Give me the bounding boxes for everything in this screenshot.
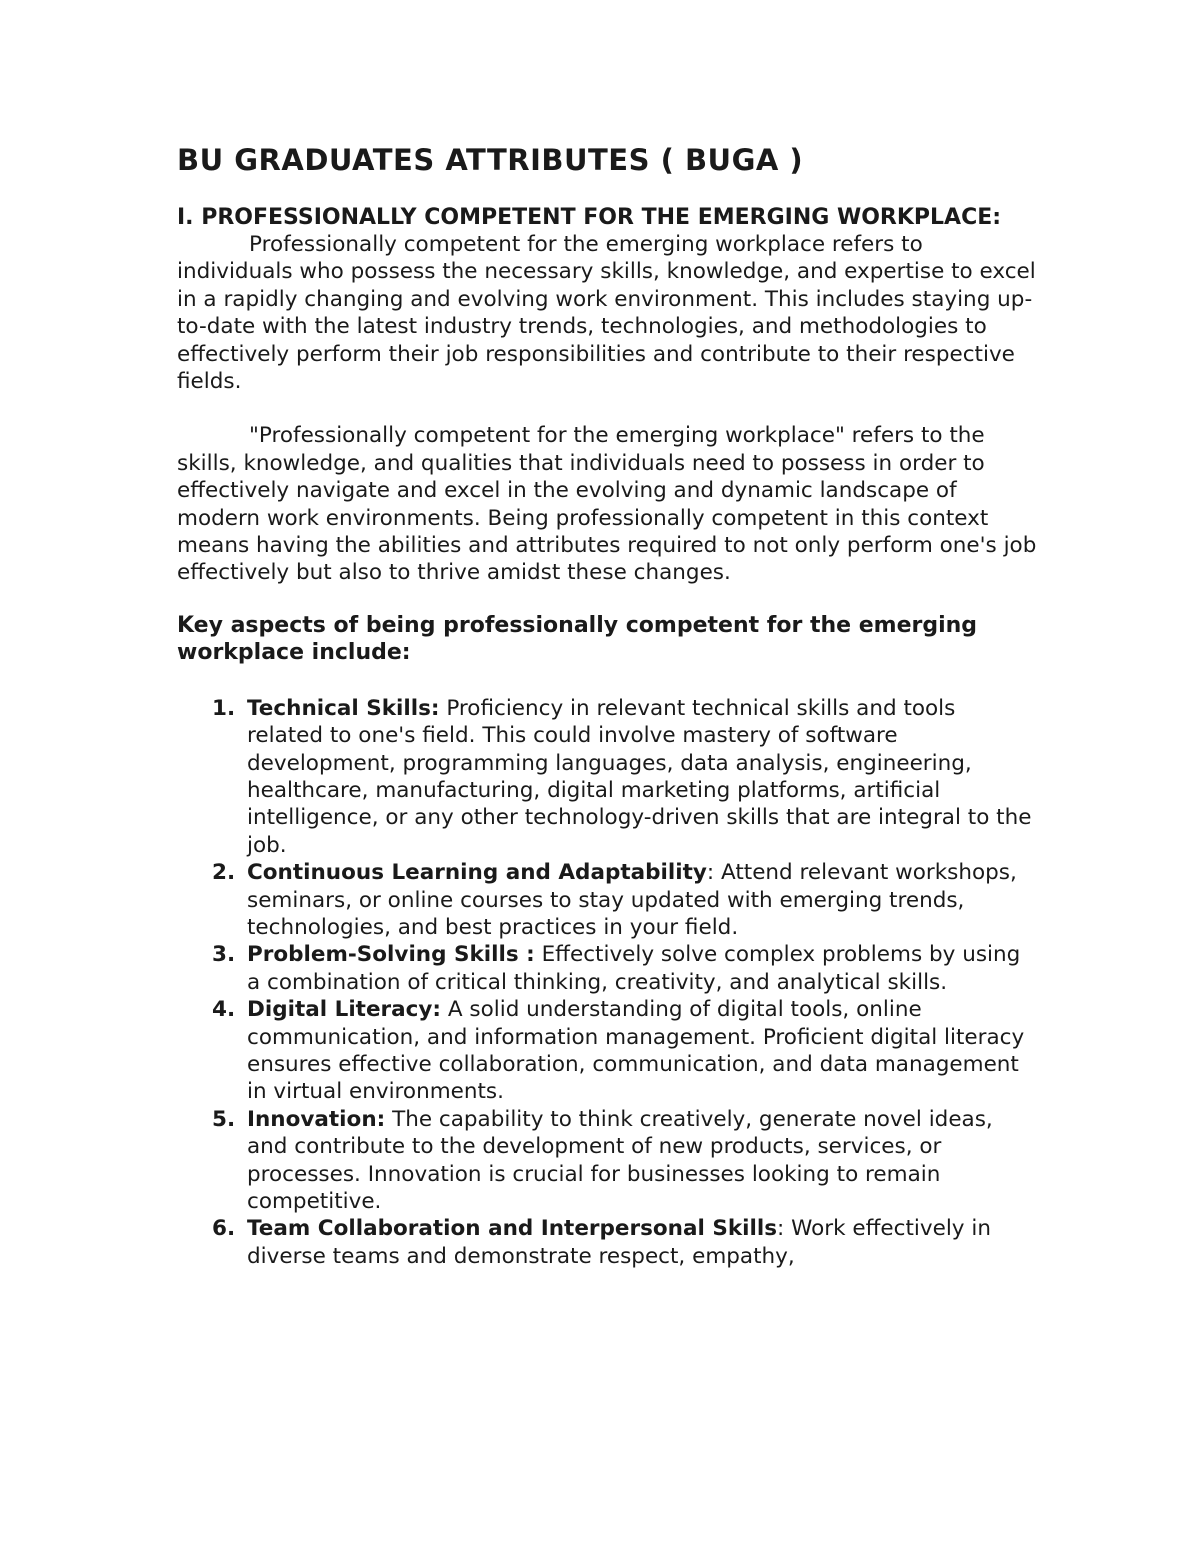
- list-number: 4.: [212, 997, 236, 1023]
- list-term: Innovation:: [247, 1106, 386, 1132]
- paragraph-spacer: [177, 395, 1037, 422]
- list-item: [177, 1215, 1037, 1270]
- list-text: : Work effectively in diverse teams and demonstrate respect, empathy,: [247, 1216, 991, 1269]
- key-aspects-heading: Key aspects of being professionally competent for the emerging workplace include:: [177, 612, 978, 666]
- list-item: [177, 941, 1037, 996]
- document-page: [177, 140, 1037, 1270]
- list-item: [177, 695, 1037, 859]
- list-text: : Attend relevant workshops, seminars, or online courses to stay updated with emerging trends, technologies, and best practices in your field.: [247, 860, 1017, 940]
- list-term: Problem-Solving Skills :: [247, 942, 535, 968]
- paragraph-explanation: "Professionally competent for the emerging workplace" refers to the skills, knowledge, and qualities that individuals need to possess in order to effectively navigate and excel in the evolving and dynamic landscape of modern work environments. Being professionally competent in this context means having the abilities and attributes required to not only perform one's job effectively but also to thrive amidst these changes.: [177, 423, 1037, 586]
- list-term: Technical Skills:: [247, 695, 440, 721]
- list-text: Proficiency in relevant technical skills and tools related to one's field. This could involve mastery of software development, programming languages, data analysis, engineering, healthcare, manufacturing, digital marketing platforms, artificial intelligence, or any other technology-driven skills that are integral to the job.: [247, 695, 1032, 858]
- list-number: 6.: [212, 1216, 236, 1242]
- list-number: 3.: [212, 942, 236, 968]
- list-text: Effectively solve complex problems by using a combination of critical thinking, creativity, and analytical skills.: [247, 942, 1021, 995]
- list-number: 1.: [212, 695, 236, 721]
- list-text: The capability to think creatively, generate novel ideas, and contribute to the development of new products, services, or processes. Innovation is crucial for businesses looking to remain competitive.: [247, 1106, 993, 1214]
- list-number: 2.: [212, 860, 236, 886]
- list-term: Team Collaboration and Interpersonal Skills: [247, 1216, 778, 1242]
- list-item: [177, 859, 1037, 941]
- list-number: 5.: [212, 1106, 236, 1132]
- list-term: Continuous Learning and Adaptability: [247, 860, 707, 886]
- section-heading: I. PROFESSIONALLY COMPETENT FOR THE EMERGING WORKPLACE:: [177, 205, 1002, 230]
- list-item: [177, 1106, 1037, 1216]
- list-text: A solid understanding of digital tools, online communication, and information management. Proficient digital literacy ensures effective collaboration, communication, and data management in virtual environments.: [247, 997, 1025, 1105]
- paragraph-definition: Professionally competent for the emerging workplace refers to individuals who possess the necessary skills, knowledge, and expertise to excel in a rapidly changing and evolving work environment. This includes staying up-to-date with the latest industry trends, technologies, and methodologies to effectively perform their job responsibilities and contribute to their respective fields.: [177, 232, 1036, 395]
- list-term: Digital Literacy:: [247, 997, 442, 1023]
- document-title: BU GRADUATES ATTRIBUTES ( BUGA ): [177, 143, 804, 177]
- list-item: [177, 996, 1037, 1106]
- key-aspects-list: [177, 695, 1037, 1271]
